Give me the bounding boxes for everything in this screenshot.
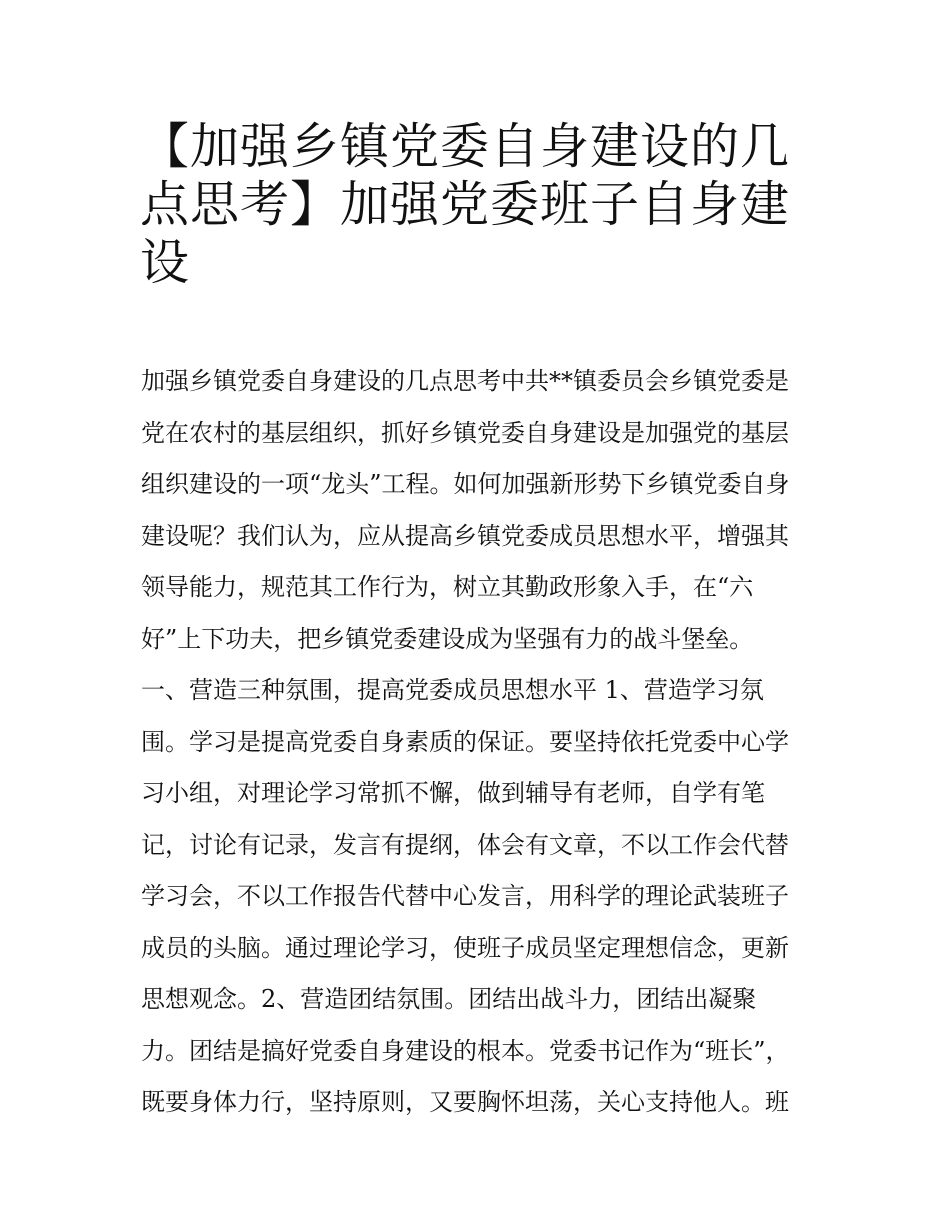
body-line: 加强乡镇党委自身建设的几点思考中共**镇委员会乡镇党委是 [141, 367, 789, 395]
body-line: 成员的头脑。通过理论学习，使班子成员坚定理想信念，更新 [141, 933, 789, 962]
body-line: 好”上下功夫，把乡镇党委建设成为坚强有力的战斗堡垒。 [141, 624, 754, 653]
document-title [140, 118, 820, 292]
body-line: 围。学习是提高党委自身素质的保证。要坚持依托党委中心学 [141, 727, 789, 756]
title-line: 【加强乡镇党委自身建设的几 [140, 118, 791, 175]
body-line: 思想观念。2、营造团结氛围。团结出战斗力，团结出凝聚 [141, 985, 757, 1013]
body-line: 记，讨论有记录，发言有提纲，体会有文章，不以工作会代替 [141, 830, 789, 859]
body-line: 领导能力，规范其工作行为，树立其勤政形象入手，在“六 [141, 573, 754, 601]
document-body [141, 356, 841, 1129]
body-line: 习小组，对理论学习常抓不懈，做到辅导有老师，自学有笔 [141, 779, 765, 807]
title-line: 设 [140, 234, 191, 291]
title-line: 点思考】加强党委班子自身建 [140, 176, 791, 233]
body-line: 建设呢？我们认为，应从提高乡镇党委成员思想水平，增强其 [141, 521, 789, 550]
body-line: 党在农村的基层组织，抓好乡镇党委自身建设是加强党的基层 [141, 418, 789, 447]
body-line: 既要身体力行，坚持原则，又要胸怀坦荡，关心支持他人。班 [141, 1088, 789, 1116]
body-line: 学习会，不以工作报告代替中心发言，用科学的理论武装班子 [141, 882, 789, 910]
body-line: 一、营造三种氛围，提高党委成员思想水平 1、营造学习氛 [141, 676, 764, 704]
body-line: 力。团结是搞好党委自身建设的根本。党委书记作为“班长”， [141, 1036, 790, 1065]
body-line: 组织建设的一项“龙头”工程。如何加强新形势下乡镇党委自身 [141, 470, 790, 498]
